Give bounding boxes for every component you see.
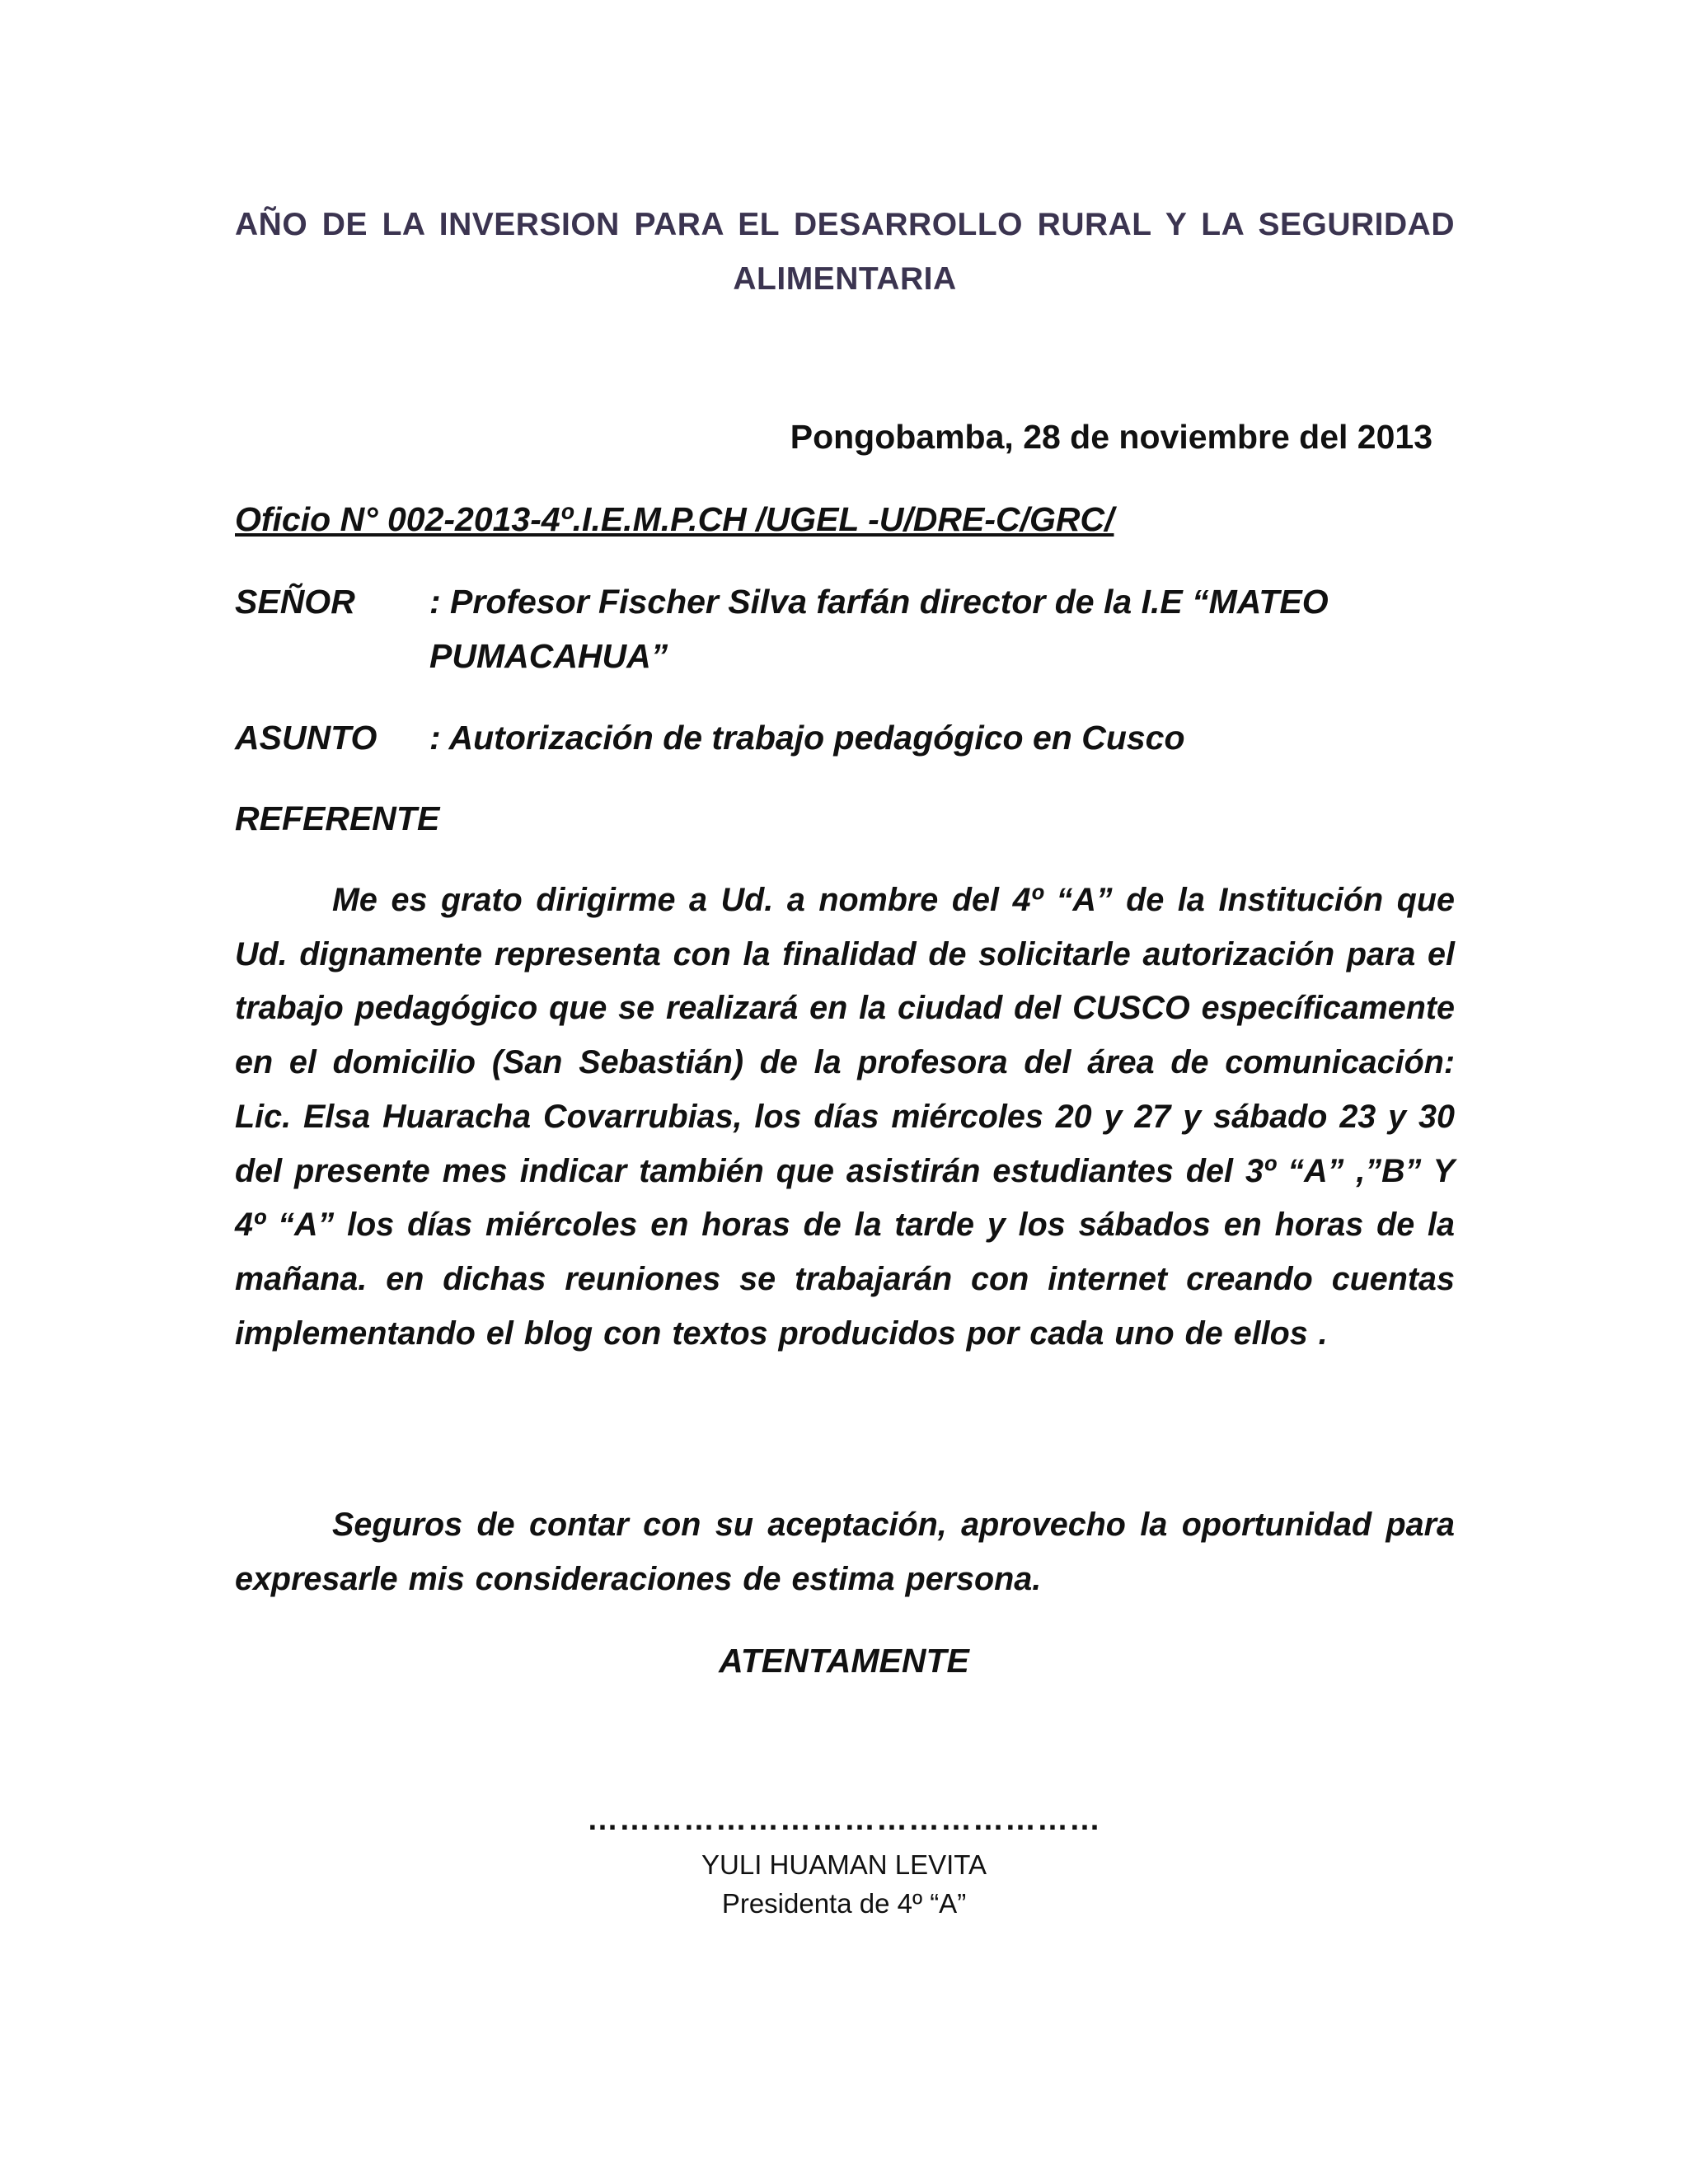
year-heading-line1: AÑO DE LA INVERSION PARA EL DESARROLLO RURAL Y LA SEGURIDAD bbox=[235, 207, 1455, 242]
letter-date: Pongobamba, 28 de noviembre del 2013 bbox=[790, 418, 1432, 456]
signer-role: Presidenta de 4º “A” bbox=[721, 1888, 967, 1919]
oficio-number: Oficio N° 002-2013-4º.I.E.M.P.CH /UGEL -U/DRE-C/GRC/ bbox=[235, 500, 1114, 538]
closing-salutation: ATENTAMENTE bbox=[719, 1642, 969, 1680]
subject-value: : Autorización de trabajo pedagógico en Cusco bbox=[429, 719, 1185, 757]
reference-label: REFERENTE bbox=[235, 799, 440, 837]
year-heading-line2: ALIMENTARIA bbox=[733, 261, 957, 297]
signature-line: ………………………………………… bbox=[587, 1802, 1101, 1837]
recipient-label: SEÑOR bbox=[235, 583, 355, 621]
year-heading bbox=[235, 198, 1455, 307]
recipient-value: : Profesor Fischer Silva farfán director de la I.E “MATEO PUMACAHUA” bbox=[429, 583, 1329, 675]
body-paragraph-2: Seguros de contar con su aceptación, aprovecho la oportunidad para expresarle mis consideraciones de estima persona. bbox=[235, 1507, 1455, 1597]
subject-label: ASUNTO bbox=[235, 719, 377, 757]
recipient-field bbox=[235, 574, 1455, 683]
signer-name: YULI HUAMAN LEVITA bbox=[701, 1849, 987, 1880]
body-paragraph-1: Me es grato dirigirme a Ud. a nombre del 4º “A” de la Institución que Ud. dignamente representa con la finalidad de solicitarle autorización para el trabajo pedagógico que se realizará en la ciudad del CUSCO específicamente en el domicilio (San Sebastián) de la profesora del área de comunicación: Lic. Elsa Huaracha Covarrubias, los días miércoles 20 y 27 y sábado 23 y 30 del presente mes indicar también que asistirán estudiantes del 3º “A” ,”B” Y 4º “A” los días miércoles en horas de la tarde y los sábados en horas de la mañana. en dichas reuniones se trabajarán con internet creando cuentas implementando el blog con textos producidos por cada uno de ellos . bbox=[235, 882, 1455, 1352]
subject-field bbox=[235, 710, 1455, 765]
